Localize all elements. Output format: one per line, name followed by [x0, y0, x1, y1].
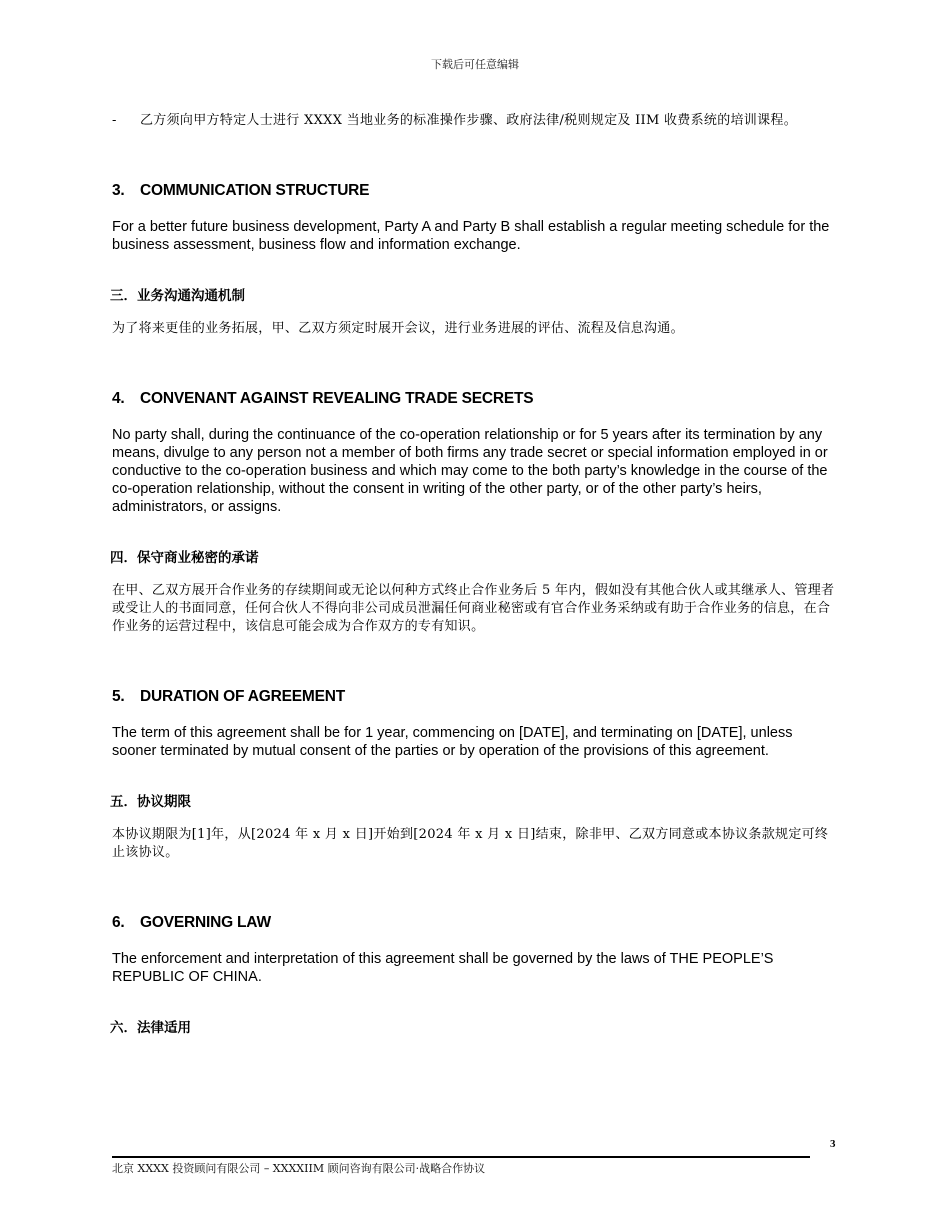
section-4-chinese-heading: 四．保守商业秘密的承诺 [110, 550, 259, 566]
section-4-heading [112, 390, 837, 408]
footer-text: 北京 XXXX 投资顾问有限公司 – XXXXIIM 顾问咨询有限公司·战略合作协议 [112, 1162, 486, 1175]
section-3-title: COMMUNICATION STRUCTURE [140, 182, 370, 199]
section-5-english-text: The term of this agreement shall be for 1 year, commencing on [DATE], and terminating on [DATE], unless sooner terminated by mutual consent of the parties or by operation of the provisions of this agreement. [112, 725, 793, 759]
bullet-marker: - [112, 113, 117, 128]
document-body [112, 112, 837, 1036]
section-3-heading [112, 182, 837, 200]
section-5-title: DURATION OF AGREEMENT [140, 688, 346, 705]
bullet-item [112, 112, 837, 130]
section-3-english-text: For a better future business development, Party A and Party B shall establish a regular meeting schedule for the business assessment, business flow and information exchange. [112, 219, 830, 253]
section-5-chinese-heading: 五．协议期限 [110, 794, 191, 810]
section-6-title: GOVERNING LAW [140, 914, 271, 931]
section-5-heading [112, 688, 837, 706]
section-3-chinese-text: 为了将来更佳的业务拓展，甲、乙双方须定时展开会议，进行业务进展的评估、流程及信息沟通。 [112, 321, 684, 336]
section-5-chinese-text: 本协议期限为[1]年，从[2024 年 x 月 x 日]开始到[2024 年 x 月 x 日]结束，除非甲、乙双方同意或本协议条款规定可终止该协议。 [112, 827, 829, 860]
page-header: 下载后可任意编辑 [431, 58, 519, 71]
page-number: 3 [830, 1138, 836, 1150]
section-3-number: 3. [112, 182, 125, 199]
section-5-number: 5. [112, 688, 125, 705]
section-4-number: 4. [112, 390, 125, 407]
section-4-english-text: No party shall, during the continuance of the co-operation relationship or for 5 years after its termination by any means, divulge to any person not a member of both firms any trade secret or special information employed in or conductive to the co-operation business and which may come to the both party’s knowledge in the course of the co-operation relationship, without the consent in writing of the other party, or of the other party’s heirs, administrators, or assigns. [112, 427, 828, 515]
section-6-number: 6. [112, 914, 125, 931]
footer-divider [112, 1156, 810, 1158]
section-6-english-text: The enforcement and interpretation of this agreement shall be governed by the laws of THE PEOPLE’S REPUBLIC OF CHINA. [112, 951, 774, 985]
section-4-title: CONVENANT AGAINST REVEALING TRADE SECRETS [140, 390, 534, 407]
bullet-text: 乙方须向甲方特定人士进行 XXXX 当地业务的标准操作步骤、政府法律/税则规定及 IIM 收费系统的培训课程。 [140, 113, 798, 128]
section-3-chinese-heading: 三．业务沟通沟通机制 [110, 288, 245, 304]
section-6-chinese-heading: 六．法律适用 [110, 1020, 191, 1036]
section-6-heading [112, 914, 837, 932]
section-4-chinese-text: 在甲、乙双方展开合作业务的存续期间或无论以何种方式终止合作业务后 5 年内，假如没有其他合伙人或其继承人、管理者或受让人的书面同意，任何合伙人不得向非公司成员泄漏任何商业秘密或有官合作业务采纳或有助于合作业务的信息，在合作业务的运营过程中，该信息可能会成为合作双方的专有知识。 [112, 583, 835, 634]
